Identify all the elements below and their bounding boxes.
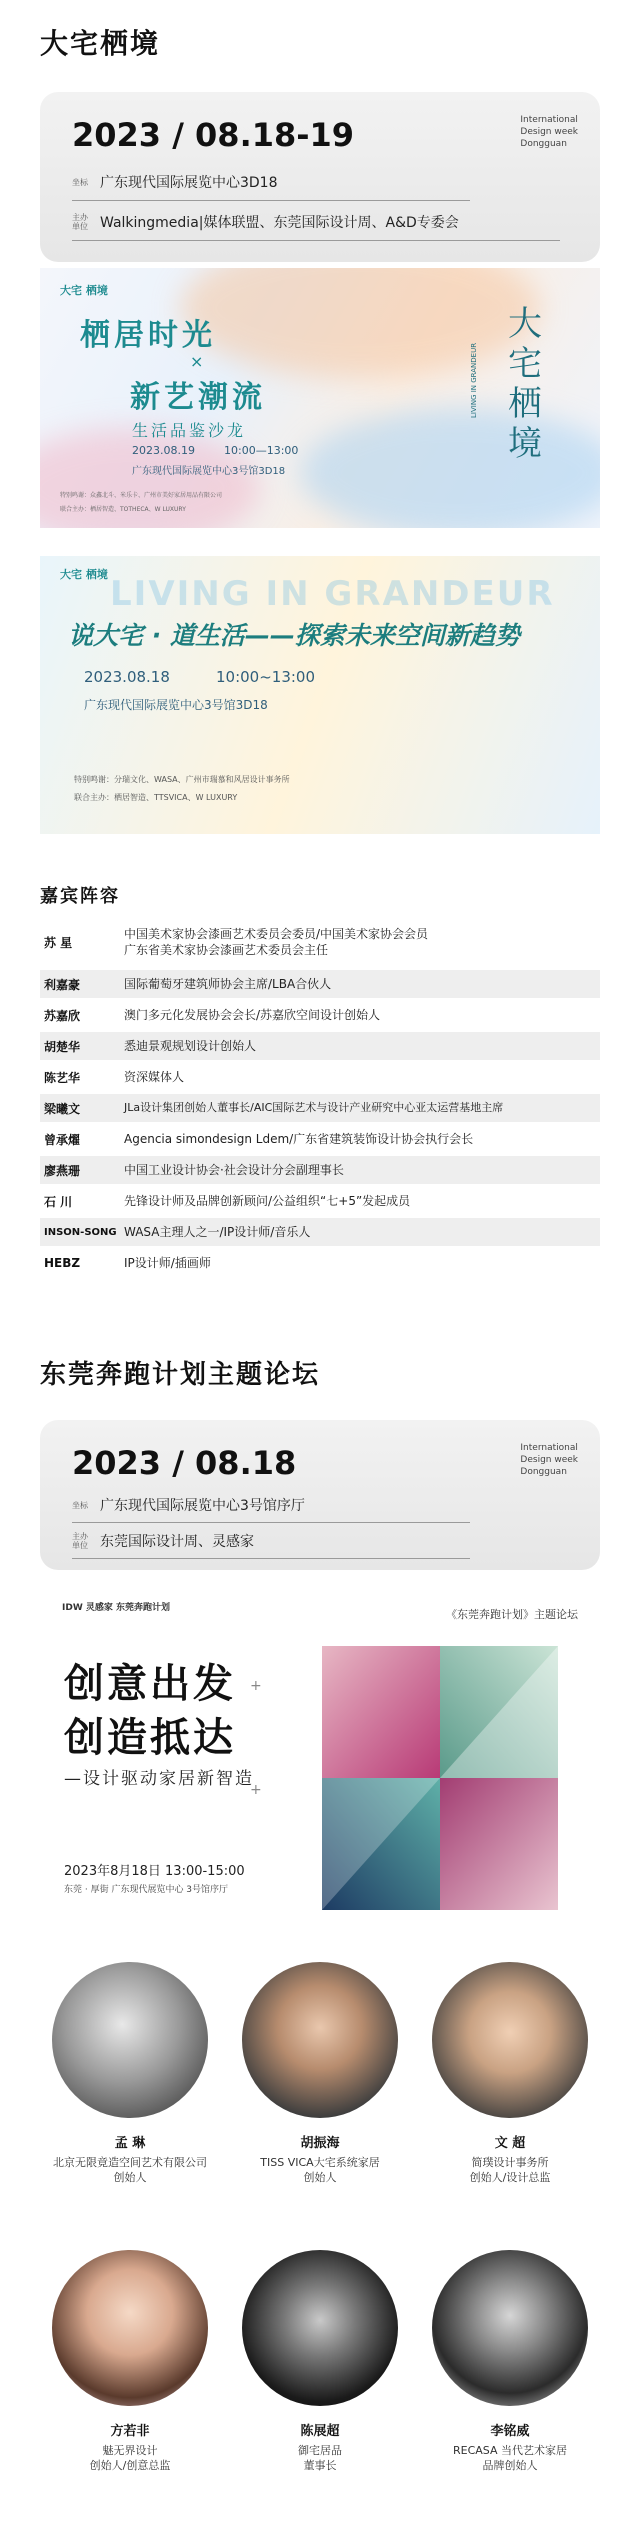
poster-line-1: 创意出发 [64,1661,236,1707]
event-date: 2023 / 08.18-19 [72,116,355,154]
venue-row [72,164,470,201]
banner-side-logo: 大宅栖境 [508,304,542,464]
geometric-art [308,1634,580,1924]
banner-x: × [190,352,204,371]
banner-sponsor: 特别鸣谢：众鑫北斗、米乐卡、广州市美好家居用品有限公司 [60,492,223,499]
banner-side-english: LIVING IN GRANDEUR [470,342,478,418]
guest-row: HEBZ IP设计师/插画师 [44,1256,211,1270]
guest-row: 石 川 先锋设计师及品牌创新顾问/公益组织“七+5”发起成员 [44,1194,411,1209]
guest-row: 苏 星 中国美术家协会漆画艺术委员会委员/中国美术家协会会员 广东省美术家协会漆画艺术委员会主任 [44,927,429,957]
poster-sub: —设计驱动家居新智造 [64,1769,254,1789]
plus-icon: + [250,1782,262,1798]
banner2-title: 说大宅 · 道生活——探索未来空间新趋势 [68,621,520,650]
banner-brand: 大宅 栖境 [60,284,108,297]
salon-banner [40,268,600,528]
guests-title: 嘉宾阵容 [40,886,120,907]
poster-venue: 东莞 · 厚街 广东现代展览中心 3号馆序厅 [64,1885,229,1895]
banner2-cohost: 联合主办：栖居智造、TTSVICA、W LUXURY [74,793,238,802]
organizer-tag: 主办单位 [72,213,88,231]
poster-logos: IDW 灵感家 东莞奔跑计划 [62,1603,171,1613]
speaker-card: 方若非 魅无界设计 创始人/创意总监 [40,2250,220,2473]
talk-banner [40,556,600,834]
forum-venue-row: 坐标 广东现代国际展览中心3号馆序厅 [72,1488,470,1523]
poster-forum-name: 《东莞奔跑计划》主题论坛 [446,1608,578,1621]
speaker-avatar [432,1962,588,2118]
speaker-card: 文 超 简璞设计事务所 创始人/设计总监 [420,1962,600,2185]
speaker-avatar [242,1962,398,2118]
event-info-card [40,92,600,262]
speaker-card: 胡振海 TISS VICA大宅系统家居 创始人 [230,1962,410,2185]
banner-title-1: 栖居时光 [80,318,216,353]
banner-time: 10:00—13:00 [224,444,299,457]
banner2-sponsor: 特别鸣谢：分瑞文化、WASA、广州市瑞慕和风居设计事务所 [74,775,290,784]
banner2-date: 2023.08.18 [84,668,170,686]
guest-row: INSON-SONG WASA主理人之一/IP设计师/音乐人 [40,1218,600,1246]
venue-tag: 坐标 [72,177,88,187]
banner2-venue: 广东现代国际展览中心3号馆3D18 [84,698,268,712]
speaker-card: 陈展超 御宅居品 董事长 [230,2250,410,2473]
guest-row: 苏嘉欣 澳门多元化发展协会会长/苏嘉欣空间设计创始人 [44,1008,381,1023]
banner2-time: 10:00~13:00 [216,668,316,686]
forum-organizer-row: 主办单位 东莞国际设计周、灵感家 [72,1524,470,1559]
banner-venue: 广东现代国际展览中心3号馆3D18 [132,466,286,477]
guest-row: 廖燕珊 中国工业设计协会·社会设计分会副理事长 [40,1156,600,1184]
forum-date: 2023 / 08.18 [72,1444,297,1482]
speaker-avatar [52,2250,208,2406]
banner-date: 2023.08.19 [132,444,195,457]
organizer-row [72,204,560,241]
speaker-avatar [242,2250,398,2406]
guest-row: 利嘉豪 国际葡萄牙建筑师协会主席/LBA合伙人 [40,970,600,998]
speaker-avatar [52,1962,208,2118]
banner-cohost: 联合主办：栖居智造、TOTHECA、W LUXURY [60,506,186,513]
speaker-avatar [432,2250,588,2406]
forum-info-card [40,1420,600,1570]
guest-row: 曾承燿 Agencia simondesign Ldem/广东省建筑装饰设计协会执行会长 [44,1132,474,1147]
banner-bg-text: LIVING IN GRANDEUR [110,574,555,614]
guest-row: 胡楚华 悉迪景观规划设计创始人 [40,1032,600,1060]
speaker-card: 李铭威 RECASA 当代艺术家居 品牌创始人 [420,2250,600,2473]
venue-text: 广东现代国际展览中心3D18 [100,175,278,191]
section-title-forum: 东莞奔跑计划主题论坛 [40,1360,321,1390]
banner-title-2: 新艺潮流 [130,380,266,415]
guest-row: 陈艺华 资深媒体人 [44,1070,185,1085]
idw-wordmark: International Design week Dongguan [520,115,578,149]
section-title-dazhai: 大宅栖境 [40,27,161,60]
banner2-brand: 大宅 栖境 [60,568,108,581]
plus-icon: + [250,1678,262,1694]
poster-date: 2023年8月18日 13:00-15:00 [64,1864,245,1879]
poster-line-2: 创造抵达 [64,1715,236,1761]
guest-row: 梁曦文 JLa设计集团创始人董事长/AIC国际艺术与设计产业研究中心亚太运营基地主席 [40,1094,600,1122]
speaker-card: 孟 琳 北京无限竟造空间艺术有限公司 创始人 [40,1962,220,2185]
idw-wordmark: International Design week Dongguan [520,1443,578,1477]
banner-subtitle: 生活品鉴沙龙 [132,421,247,440]
forum-poster [40,1592,600,1932]
organizer-text: Walkingmedia|媒体联盟、东莞国际设计周、A&D专委会 [100,215,459,231]
